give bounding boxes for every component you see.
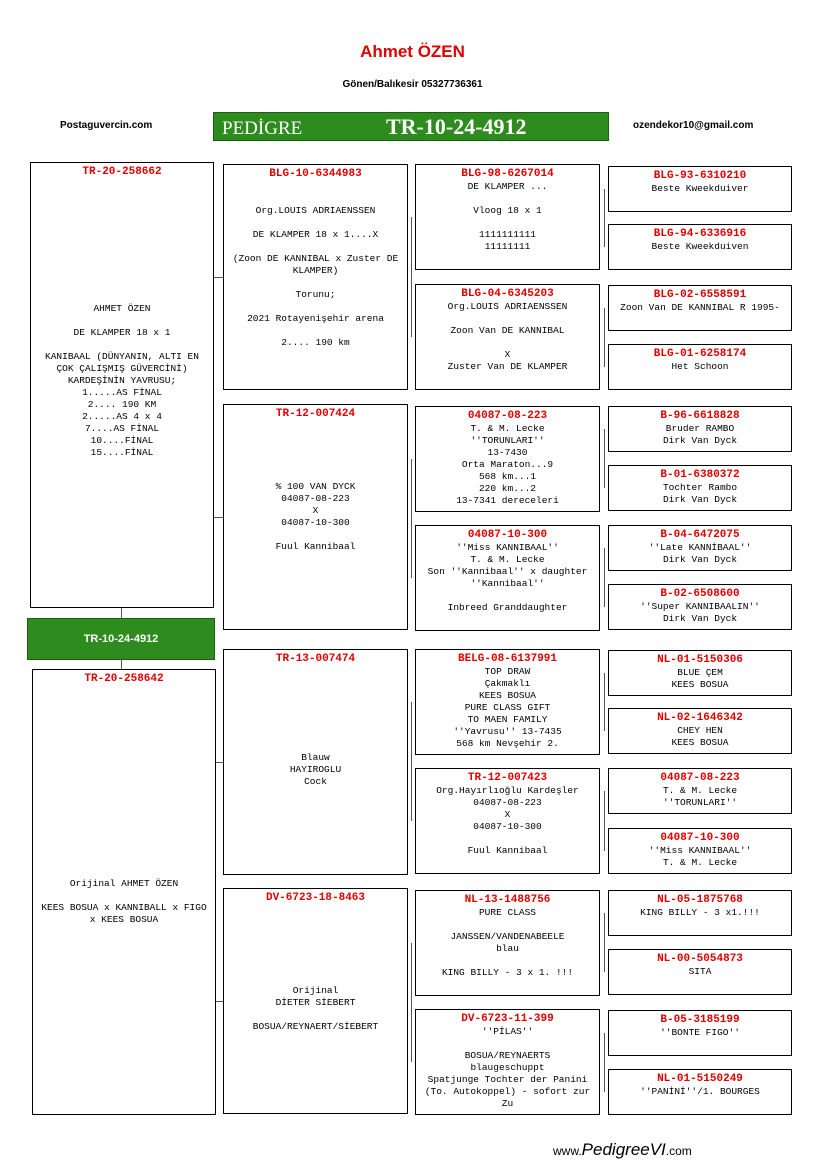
gen4-box (608, 708, 792, 754)
connector-line (121, 608, 122, 618)
gen2-ring: DV-6723-18-8463 (265, 892, 366, 904)
connector-line (411, 459, 412, 578)
gen3-ring: TR-12-007423 (467, 772, 548, 784)
gen4-ring: BLG-01-6258174 (653, 348, 747, 360)
connector-line (604, 673, 605, 731)
gen3-notes: T. & M. Lecke ''TORUNLARI'' 13-7430 Orta Maraton...9 568 km...1 220 km...2 13-7341 dereceleri (456, 423, 559, 506)
gen3-notes: ''Miss KANNIBAAL'' T. & M. Lecke Son ''Kannibaal'' x daughter ''Kannibaal'' Inbreed Granddaughter (427, 542, 588, 613)
connector-line (121, 658, 122, 669)
gen4-notes: ''Late KANNİBAAL'' Dirk Van Dyck (648, 542, 752, 565)
owner-location-phone: Gönen/Balıkesir 05327736361 (342, 79, 483, 90)
gen2-ring: BLG-10-6344983 (269, 168, 362, 180)
dam-box (32, 669, 216, 1115)
gen3-box (415, 525, 600, 631)
gen3-box (415, 1009, 600, 1115)
gen3-ring: BLG-98-6267014 (461, 168, 554, 180)
gen4-ring: 04087-10-300 (660, 832, 740, 844)
connector-line (604, 308, 605, 367)
connector-line (604, 429, 605, 488)
gen4-ring: NL-05-1875768 (657, 894, 743, 906)
connector-line (604, 189, 605, 247)
banner-label: PEDİGRE (222, 118, 303, 139)
website-text: Postaguvercin.com (60, 120, 153, 131)
logo-brand: PedigreeVI (581, 1140, 666, 1159)
gen4-notes: T. & M. Lecke ''TORUNLARI'' (662, 785, 738, 808)
gen4-box (608, 344, 792, 390)
gen4-ring: B-01-6380372 (660, 469, 740, 481)
gen4-box (608, 1010, 792, 1056)
gen4-ring: NL-02-1646342 (657, 712, 743, 724)
gen2-box (223, 649, 408, 875)
gen4-notes: SITA (688, 966, 712, 977)
gen3-ring: 04087-10-300 (467, 529, 548, 541)
connector-line (216, 1001, 223, 1002)
connector-line (216, 762, 223, 763)
gen4-ring: NL-01-5150249 (657, 1073, 743, 1085)
gen3-ring: NL-13-1488756 (464, 894, 551, 906)
gen4-ring: B-05-3185199 (660, 1014, 740, 1026)
gen4-notes: Bruder RAMBO Dirk Van Dyck (662, 423, 738, 446)
gen3-box (415, 164, 600, 270)
gen4-box (608, 525, 792, 571)
email-text: ozendekor10@gmail.com (633, 120, 754, 131)
gen4-notes: Beste Kweekduiven (651, 241, 749, 252)
gen4-notes: ''PANİNİ''/1. BOURGES (640, 1086, 760, 1097)
gen2-notes: Blauw HAYIROGLU Cock (289, 752, 342, 787)
gen4-ring: NL-00-5054873 (657, 953, 743, 965)
connector-line (411, 217, 412, 337)
gen4-box (608, 166, 792, 212)
pedigree-banner (213, 112, 609, 141)
gen4-box (608, 1069, 792, 1115)
gen4-notes: KING BILLY - 3 x1.!!! (640, 907, 760, 918)
gen3-ring: BELG-08-6137991 (457, 653, 558, 665)
connector-line (411, 702, 412, 821)
gen4-box (608, 650, 792, 696)
gen4-notes: Het Schoon (671, 361, 729, 372)
gen4-ring: NL-01-5150306 (657, 654, 743, 666)
gen4-box (608, 890, 792, 936)
connector-line (604, 913, 605, 972)
gen4-ring: 04087-08-223 (660, 772, 740, 784)
gen4-box (608, 828, 792, 874)
connector-line (604, 548, 605, 607)
gen4-notes: Beste Kweekduiver (651, 183, 749, 194)
connector-line (214, 277, 223, 278)
gen4-ring: BLG-93-6310210 (653, 170, 747, 182)
gen4-box (608, 224, 792, 270)
gen3-notes: TOP DRAW Çakmaklı KEES BOSUA PURE CLASS GIFT TO MAEN FAMILY ''Yavrusu'' 13-7435 568 km Nevşehir 2. (453, 666, 562, 749)
connector-line (411, 943, 412, 1062)
gen4-ring: BLG-02-6558591 (653, 289, 747, 301)
gen4-box (608, 949, 792, 995)
gen3-notes: ''PİLAS'' BOSUA/REYNAERTS blaugeschuppt Spatjunge Tochter der Panini (To. Autokoppel) - sofort zur Zu (424, 1026, 591, 1109)
gen3-ring: DV-6723-11-399 (461, 1013, 554, 1025)
subject-ring-box: TR-10-24-4912 (27, 618, 215, 660)
connector-line (214, 517, 223, 518)
gen2-notes: % 100 VAN DYCK 04087-08-223 X 04087-10-300 Fuul Kannibaal (275, 481, 356, 552)
gen3-box (415, 406, 600, 512)
gen3-box (415, 649, 600, 755)
banner-ring-number: TR-10-24-4912 (386, 114, 527, 139)
gen4-notes: BLUE ÇEM KEES BOSUA (671, 667, 729, 690)
gen4-ring: B-96-6618828 (660, 410, 740, 422)
gen2-ring: TR-12-007424 (275, 408, 356, 420)
connector-line (604, 791, 605, 851)
gen4-notes: ''BONTE FIGO'' (660, 1027, 740, 1038)
logo-prefix: www. (553, 1144, 582, 1158)
sire-box (30, 162, 214, 608)
gen4-notes: ''Miss KANNIBAAL'' T. & M. Lecke (648, 845, 752, 868)
dam-ring: TR-20-258642 (84, 673, 164, 685)
gen4-box (608, 584, 792, 630)
gen3-box (415, 284, 600, 390)
gen2-box (223, 404, 408, 630)
gen4-notes: Zoon Van DE KANNIBAL R 1995- (620, 302, 780, 313)
gen3-ring: 04087-08-223 (467, 410, 548, 422)
gen2-box (223, 164, 408, 390)
gen4-box (608, 768, 792, 814)
gen3-notes: DE KLAMPER ... Vloog 18 x 1 1111111111 11111111 (467, 181, 548, 252)
gen4-notes: Tochter Rambo Dirk Van Dyck (662, 482, 738, 505)
dam-notes: Orijinal AHMET ÖZEN KEES BOSUA x KANNIBALL x FIGO x KEES BOSUA (41, 878, 207, 925)
gen2-ring: TR-13-007474 (275, 653, 356, 665)
gen4-ring: BLG-94-6336916 (653, 228, 747, 240)
connector-line (604, 1033, 605, 1092)
gen3-box (415, 890, 600, 996)
gen4-box (608, 285, 792, 331)
logo-suffix: .com (665, 1144, 692, 1158)
gen2-box (223, 888, 408, 1114)
gen2-notes: Org.LOUIS ADRIAENSSEN DE KLAMPER 18 x 1....X (Zoon DE KANNIBAL x Zuster DE KLAMPER) Torunu; 2021 Rotayenişehir arena 2.... 190 km (232, 205, 399, 348)
gen4-ring: B-04-6472075 (660, 529, 740, 541)
gen3-notes: Org.Hayırlıoğlu Kardeşler 04087-08-223 X 04087-10-300 Fuul Kannibaal (436, 785, 579, 856)
gen3-box (415, 768, 600, 874)
gen4-notes: CHEY HEN KEES BOSUA (671, 725, 729, 748)
pedigree-software-logo (553, 1140, 692, 1160)
gen4-ring: B-02-6508600 (660, 588, 740, 600)
gen4-box (608, 406, 792, 452)
sire-ring: TR-20-258662 (82, 166, 162, 178)
gen3-ring: BLG-04-6345203 (461, 288, 554, 300)
gen2-notes: Orijinal DİETER SİEBERT BOSUA/REYNAERT/SİEBERT (252, 985, 379, 1032)
gen4-notes: ''Super KANNIBAALIN'' Dirk Van Dyck (640, 601, 760, 624)
owner-name: Ahmet ÖZEN (360, 42, 465, 61)
gen3-notes: PURE CLASS JANSSEN/VANDENABEELE blau KING BILLY - 3 x 1. !!! (441, 907, 574, 978)
gen4-box (608, 465, 792, 511)
sire-notes: AHMET ÖZEN DE KLAMPER 18 x 1 KANIBAAL (DÜNYANIN, ALTI EN ÇOK ÇALIŞMIŞ GÜVERCİNİ) KARDEŞİNİN YAVRUSU; 1.....AS FİNAL 2.... 190 KM 2.....AS 4 x 4 7....AS FİNAL 10....FİNAL 15....FİNAL (45, 303, 199, 458)
gen3-notes: Org.LOUIS ADRIAENSSEN Zoon Van DE KANNIBAL X Zuster Van DE KLAMPER (447, 301, 568, 372)
